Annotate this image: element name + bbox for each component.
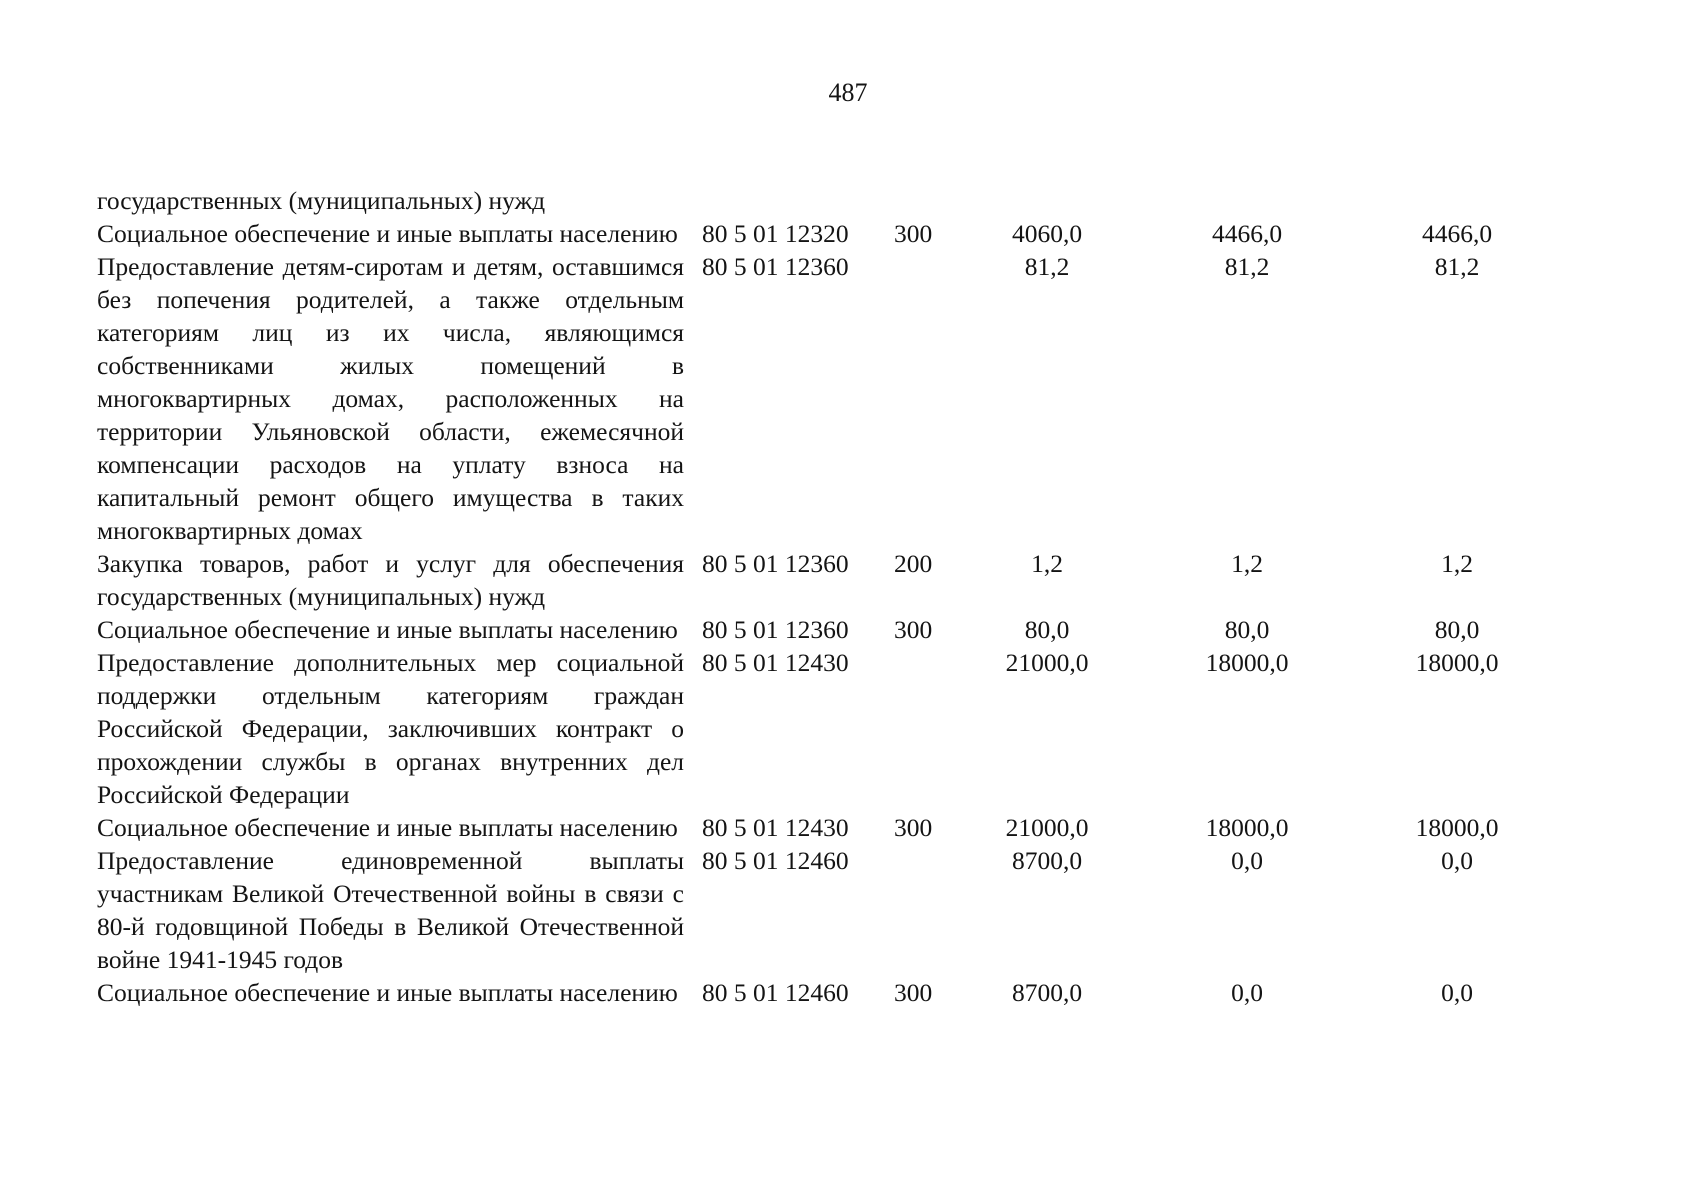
table-row bbox=[97, 217, 1577, 250]
amount-year-3: 1,2 bbox=[1441, 549, 1473, 578]
expense-type-code bbox=[872, 646, 967, 811]
target-article-code bbox=[692, 184, 872, 217]
amount-year-2: 4466,0 bbox=[1211, 219, 1283, 248]
target-article-code: 80 5 01 12360 bbox=[702, 549, 849, 578]
expense-type-code: 300 bbox=[894, 813, 933, 842]
table-row bbox=[97, 976, 1577, 1009]
expense-type-code bbox=[872, 250, 967, 547]
target-article-code: 80 5 01 12430 bbox=[702, 813, 849, 842]
table-row bbox=[97, 250, 1577, 547]
expense-type-code: 300 bbox=[894, 978, 933, 1007]
amount-year-3: 18000,0 bbox=[1415, 648, 1499, 677]
amount-year-1: 8700,0 bbox=[1011, 846, 1083, 875]
amount-year-3 bbox=[1357, 184, 1577, 217]
amount-year-3: 18000,0 bbox=[1415, 813, 1499, 842]
row-description: Предоставление дополнительных мер социальной поддержки отдельным категориям граждан Российской Федерации, заключивших контракт о прохождении службы в органах внутренних дел Российской Федерации bbox=[97, 648, 684, 809]
row-description: Социальное обеспечение и иные выплаты населению bbox=[97, 219, 678, 248]
row-description: государственных (муниципальных) нужд bbox=[97, 186, 546, 215]
table-row bbox=[97, 184, 1577, 217]
page-number: 487 bbox=[828, 78, 868, 107]
amount-year-1: 8700,0 bbox=[1011, 978, 1083, 1007]
amount-year-1: 21000,0 bbox=[1005, 648, 1089, 677]
amount-year-2: 0,0 bbox=[1231, 846, 1263, 875]
amount-year-3: 80,0 bbox=[1434, 615, 1480, 644]
row-description: Предоставление единовременной выплаты участникам Великой Отечественной войны в связи с 80-й годовщиной Победы в Великой Отечественной войне 1941-1945 годов bbox=[97, 846, 684, 974]
amount-year-2 bbox=[1137, 184, 1357, 217]
amount-year-3: 4466,0 bbox=[1421, 219, 1493, 248]
amount-year-1 bbox=[967, 184, 1137, 217]
expense-type-code: 200 bbox=[894, 549, 933, 578]
expense-type-code bbox=[872, 844, 967, 976]
expense-type-code: 300 bbox=[894, 615, 933, 644]
amount-year-1: 81,2 bbox=[1024, 252, 1070, 281]
amount-year-1: 1,2 bbox=[1031, 549, 1063, 578]
expense-type-code: 300 bbox=[894, 219, 933, 248]
table-row bbox=[97, 811, 1577, 844]
target-article-code: 80 5 01 12320 bbox=[702, 219, 849, 248]
row-description: Закупка товаров, работ и услуг для обеспечения государственных (муниципальных) нужд bbox=[97, 549, 684, 611]
amount-year-2: 18000,0 bbox=[1205, 813, 1289, 842]
table-row bbox=[97, 646, 1577, 811]
amount-year-2: 18000,0 bbox=[1205, 648, 1289, 677]
target-article-code: 80 5 01 12460 bbox=[702, 846, 849, 875]
amount-year-2: 1,2 bbox=[1231, 549, 1263, 578]
amount-year-2: 80,0 bbox=[1224, 615, 1270, 644]
amount-year-3: 0,0 bbox=[1441, 846, 1473, 875]
row-description: Социальное обеспечение и иные выплаты населению bbox=[97, 813, 678, 842]
amount-year-1: 21000,0 bbox=[1005, 813, 1089, 842]
amount-year-3: 81,2 bbox=[1434, 252, 1480, 281]
amount-year-3: 0,0 bbox=[1441, 978, 1473, 1007]
amount-year-1: 4060,0 bbox=[1011, 219, 1083, 248]
row-description: Предоставление детям-сиротам и детям, оставшимся без попечения родителей, а также отдельным категориям лиц из их числа, являющимся собственниками жилых помещений в многоквартирных домах, расположенных на территории Ульяновской области, ежемесячной компенсации расходов на уплату взноса на капитальный ремонт общего имущества в таких многоквартирных домах bbox=[97, 252, 684, 545]
target-article-code: 80 5 01 12460 bbox=[702, 978, 849, 1007]
amount-year-1: 80,0 bbox=[1024, 615, 1070, 644]
target-article-code: 80 5 01 12360 bbox=[702, 615, 849, 644]
table-row bbox=[97, 613, 1577, 646]
target-article-code: 80 5 01 12430 bbox=[702, 648, 849, 677]
amount-year-2: 0,0 bbox=[1231, 978, 1263, 1007]
table-row bbox=[97, 547, 1577, 613]
amount-year-2: 81,2 bbox=[1224, 252, 1270, 281]
expense-type-code bbox=[872, 184, 967, 217]
row-description: Социальное обеспечение и иные выплаты населению bbox=[97, 978, 678, 1007]
row-description: Социальное обеспечение и иные выплаты населению bbox=[97, 615, 678, 644]
target-article-code: 80 5 01 12360 bbox=[702, 252, 849, 281]
table-row bbox=[97, 844, 1577, 976]
budget-table bbox=[97, 184, 1577, 1009]
